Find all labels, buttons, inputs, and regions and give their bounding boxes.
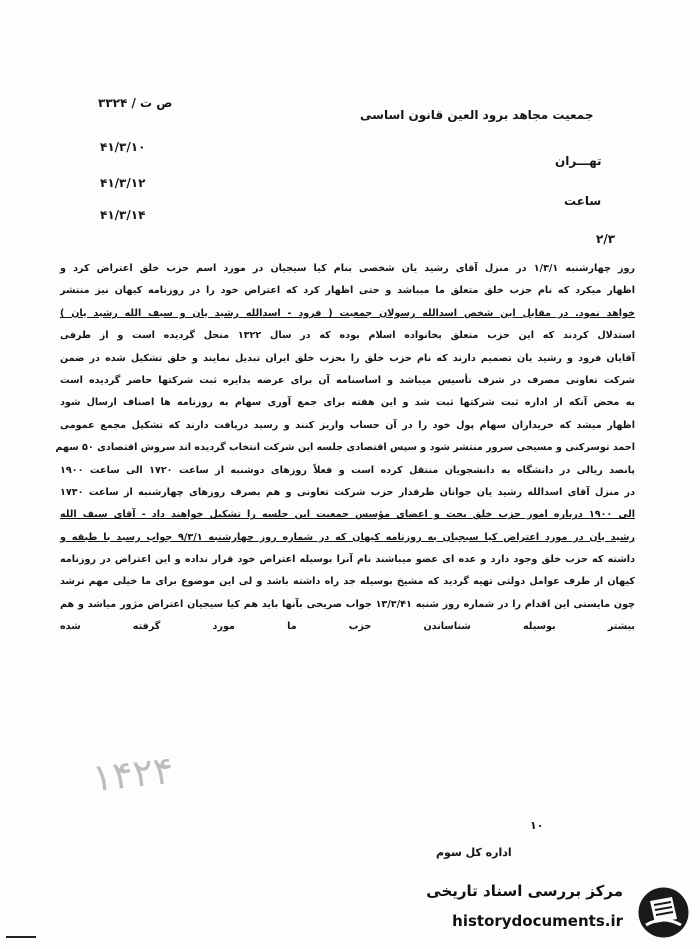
- body-line: استدلال کردند که این حزب متعلق بخانواده اسلام بوده که در سال ۱۳۲۲ منحل گردیده است و از طرفی: [60, 330, 635, 342]
- body-line: کیهان از طرف عوامل دولتی تهیه گردید که مشیخ بوسیله جد راه داشته باشد و لی این موضوع برای ما خیلی مهم ترشد: [60, 576, 635, 588]
- reference-number: ۳۳۲۴ / ص ت: [98, 96, 173, 110]
- archive-emblem-icon: [636, 885, 691, 940]
- date-line-3: ۴۱/۳/۱۴: [100, 208, 146, 222]
- footer-page-number: ۱۰: [530, 819, 544, 832]
- date-line-1: ۴۱/۳/۱۰: [100, 140, 146, 154]
- watermark-name: مرکز بررسی اسناد تاریخی: [426, 882, 623, 900]
- body-line: در منزل آقای اسدالله رشید یان جوانان طرفدار حزب شرکت تعاونی و هم بصرف روزهای چهارشنبه از ساعت ۱۷۳۰: [60, 486, 635, 498]
- body-line: پانصد ریالی در دانشگاه به دانشجویان منتقل کرده است و فعلاً روزهای دوشنبه از ساعت ۱۷۲۰ الی ساعت ۱۹۰۰: [60, 464, 635, 476]
- scan-edge-mark: [6, 936, 36, 938]
- body-line: رشید یان در مورد اعتراض کیا سیجیان به روزنامه کیهان که در شماره روز چهارشنبه ۹/۳/۱ جواب رسید با طبقه و: [60, 531, 635, 543]
- body-line: آقایان فرود و رشید یان تصمیم دارند که نام حزب خلق را بحزب خلق ایران تبدیل نمایند و خلق تشکیل شده در ضمن: [60, 352, 635, 364]
- handwritten-number: ۱۴۲۴: [89, 747, 176, 801]
- report-body: [55, 258, 636, 639]
- body-line: اظهار میشد که خریداران سهام پول خود را در آن حساب واریز کنند و رسید دریافت دارند که تشکیل مجمع عمومی: [60, 419, 635, 431]
- body-line: داشته که حزب خلق وجود دارد و عده ای عضو میباشند نام آنرا بوسیله اعتراض خود قرار نداده و این اعتراض در روزنامه: [60, 554, 635, 566]
- body-line: چون مایستی این اقدام را در شماره روز شنبه ۱۳/۳/۴۱ جواب صریحی بآنها باید هم کیا سیجیان اعتراض مژور میاشد و هم: [60, 598, 636, 610]
- body-line: شرکت تعاونی مصرف در شرف تأسیس میباشد و اساسنامه آن برای عرضه بدایره ثبت شرکتها حاضر گردیده است: [60, 374, 635, 386]
- body-line: روز چهارشنبه ۱/۳/۱ در منزل آقای رشید یان شخصی بنام کیا سیجیان در مورد اسم حزب خلق اعتراض کرد و: [60, 263, 636, 274]
- body-line: اظهار میکرد که نام حزب خلق متعلق ما میباشد و حتی اظهار کرد که اعتراض خود را در روزنامه کیهان نیز منتشر: [60, 285, 635, 297]
- body-line: به محض آنکه از اداره ثبت شرکتها ثبت شد و این هفته برای جمع آوری سهام به روزنامه ها اصناف ارسال شود: [60, 397, 635, 409]
- body-line: الی ۱۹۰۰ درباره امور حزب خلق بحث و اعضای مؤسس جمعیت این جلسه را تشکیل خواهند داد - آقای سیف الله: [60, 509, 636, 521]
- date-line-2: ۴۱/۳/۱۲: [100, 176, 146, 190]
- attachment-number: ۲/۳: [596, 232, 616, 246]
- body-line: احمد توسرکنی و مسیحی سرور منتشر شود و سپس اقتصادی جلسه این شرکت انتخاب گردیده اند سروش اقتصادی ۵۰ سهم: [55, 442, 635, 454]
- body-line: خواهد نمود. در مقابل این شخص اسدالله رسولان جمعیت ( فرود - اسدالله رشید یان و سیف الله رشید یان ): [60, 307, 635, 319]
- city-label: تهـــران: [555, 154, 602, 168]
- footer-department: اداره کل سوم: [436, 846, 512, 859]
- organization-name: جمعیت مجاهد برود العین قانون اساسی: [360, 108, 594, 122]
- section-label: ساعت: [564, 194, 602, 208]
- watermark-logo: [408, 882, 693, 942]
- body-line: بیشتر بوسیله شناساندن حزب ما مورد گرفته شده: [60, 621, 635, 633]
- watermark-url: historydocuments.ir: [452, 912, 623, 930]
